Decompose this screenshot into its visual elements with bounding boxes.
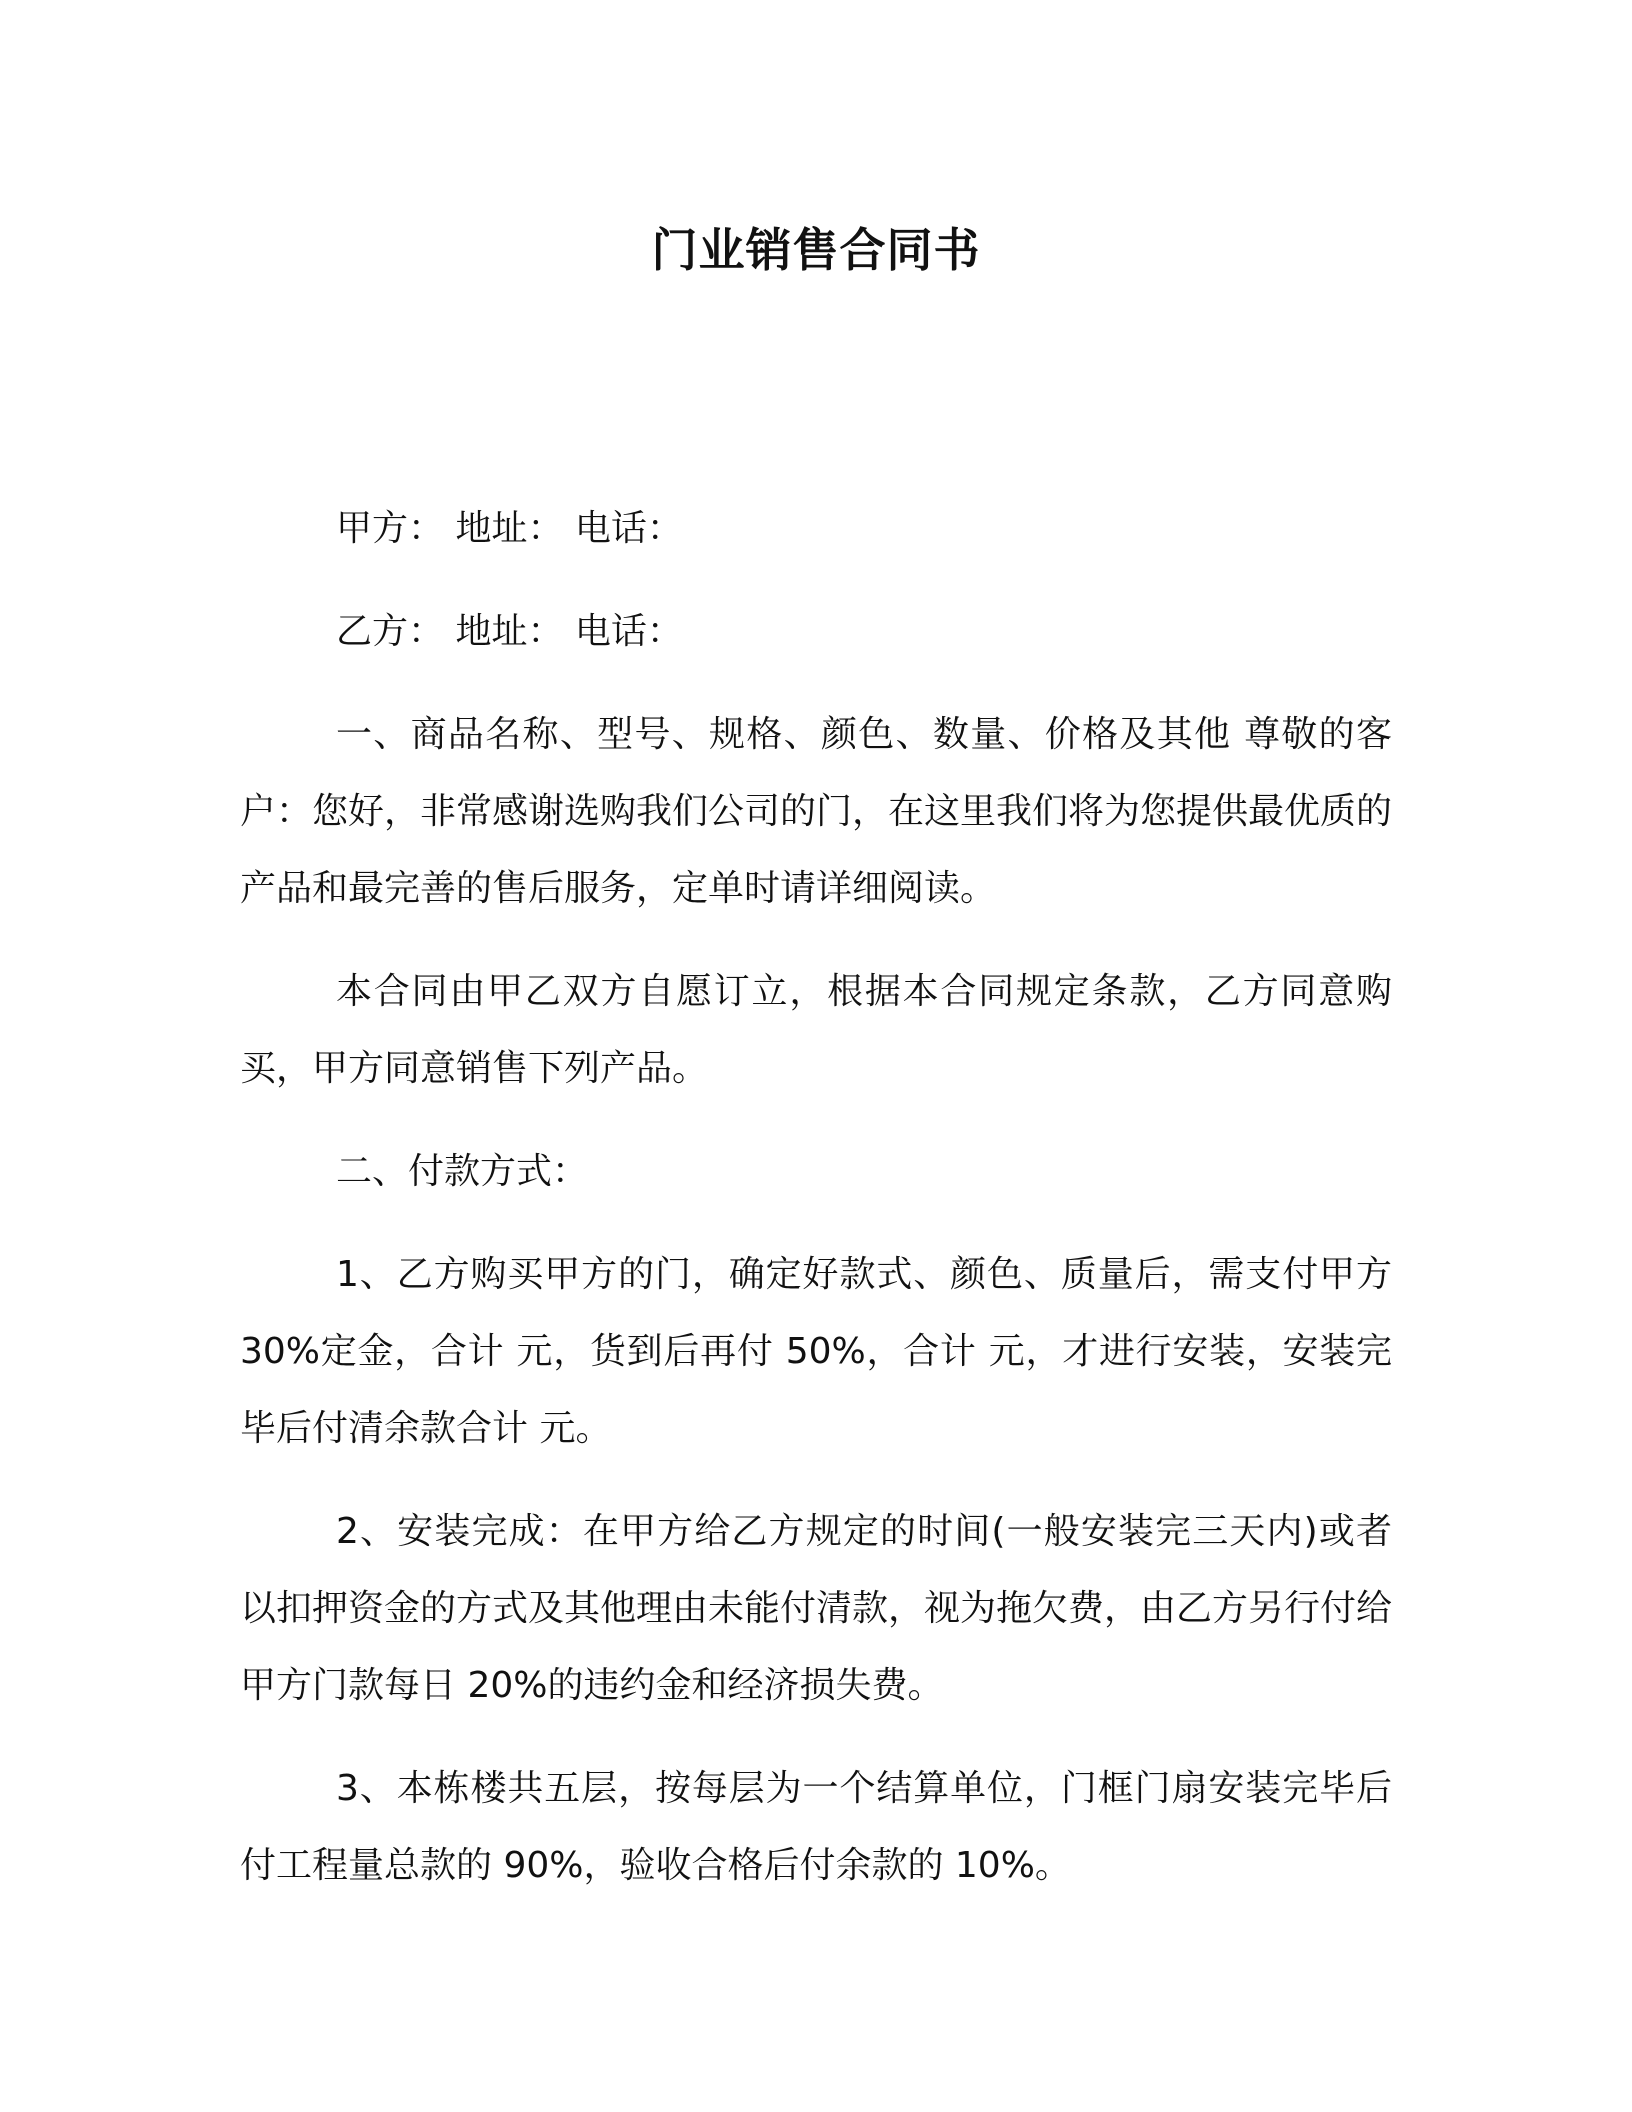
payment-clause-2: 2、安装完成：在甲方给乙方规定的时间(一般安装完三天内)或者以扣押资金的方式及其他理由未能付清款，视为拖欠费，由乙方另行付给甲方门款每日 20%的违约金和经济损失费。	[240, 1511, 1393, 1706]
payment-clause-1: 1、乙方购买甲方的门，确定好款式、颜色、质量后，需支付甲方 30%定金，合计 元，货到后再付 50%，合计 元，才进行安装，安装完毕后付清余款合计 元。	[240, 1254, 1392, 1449]
party-a-line: 甲方： 地址： 电话：	[336, 508, 683, 549]
document-title: 门业销售合同书	[651, 223, 981, 277]
contract-statement: 本合同由甲乙双方自愿订立，根据本合同规定条款，乙方同意购买，甲方同意销售下列产品。	[240, 971, 1392, 1089]
section-1-goods: 一、商品名称、型号、规格、颜色、数量、价格及其他 尊敬的客户：您好，非常感谢选购我们公司的门，在这里我们将为您提供最优质的产品和最完善的售后服务，定单时请详细阅读。	[240, 714, 1393, 909]
document-body	[240, 490, 1392, 1930]
section-2-heading: 二、付款方式：	[336, 1151, 589, 1192]
payment-clause-3: 3、本栋楼共五层，按每层为一个结算单位，门框门扇安装完毕后付工程量总款的 90%，验收合格后付余款的 10%。	[240, 1768, 1392, 1886]
party-b-line: 乙方： 地址： 电话：	[336, 611, 683, 652]
